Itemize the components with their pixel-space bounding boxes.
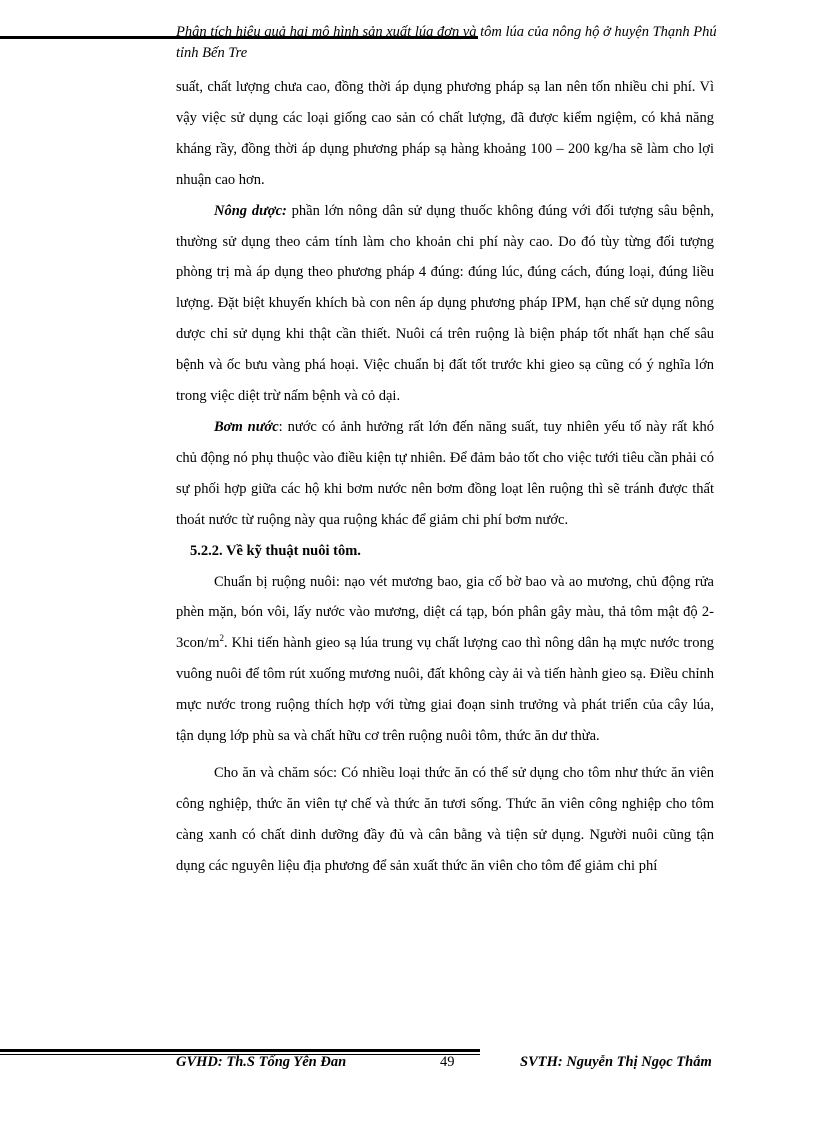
paragraph-pesticide-text: phần lớn nông dân sử dụng thuốc không đúng với đối tượng sâu bệnh, thường sử dụng theo cảm tính làm cho khoản chi phí này cao. Do đó tùy từng đối tượng phòng trị mà áp dụng theo phương pháp 4 đúng: đúng lúc, đúng cách, đúng loại, đúng liều lượng. Đặt biệt khuyến khích bà con nên áp dụng phương pháp IPM, hạn chế sử dụng nông dược chỉ sử dụng khi thật cần thiết. Nuôi cá trên ruộng là biện pháp tốt nhất hạn chế sâu bệnh và ốc bưu vàng phá hoại. Việc chuẩn bị đất tốt trước khi gieo sạ cũng có ý nghĩa lớn trong việc diệt trừ nấm bệnh và cỏ dại.	[176, 202, 714, 405]
section-heading: 5.2.2. Về kỹ thuật nuôi tôm.	[190, 542, 361, 559]
term-water-pumping: Bơm nước	[214, 418, 279, 435]
page-number: 49	[440, 1054, 455, 1070]
paragraph-seed-cost: suất, chất lượng chưa cao, đồng thời áp dụng phương pháp sạ lan nên tốn nhiều chi phí. Vì vậy việc sử dụng các loại giống cao sản có chất lượng, đã được kiểm ngiệm, có khả năng kháng rầy, đồng thời áp dụng phương pháp sạ hàng khoảng 100 – 200 kg/ha sẽ làm cho lợi nhuận cao hơn.	[176, 79, 714, 188]
paragraph-water-pumping	[176, 412, 714, 536]
paragraph-pond-preparation-text-b: . Khi tiến hành gieo sạ lúa trung vụ chất lượng cao thì nông dân hạ mực nước trong vuông nuôi để tôm rút xuống mương nuôi, đất không cày ải và tiến hành gieo sạ. Điều chỉnh mực nước trong ruộng thích hợp với từng giai đoạn sinh trưởng và phát triển của cây lúa, tận dụng lớp phù sa và chất hữu cơ trên ruộng nuôi tôm, thức ăn dư thừa.	[176, 635, 714, 745]
header-title: Phân tích hiệu quả hai mô hình sản xuất lúa đơn và tôm lúa của nông hộ ở huyện Thạnh Phú tỉnh Bến Tre	[176, 24, 717, 61]
footer-student: SVTH: Nguyễn Thị Ngọc Thắm	[520, 1054, 712, 1070]
paragraph-water-pumping-text: : nước có ảnh hưởng rất lớn đến năng suất, tuy nhiên yếu tố này rất khó chủ động nó phụ thuộc vào điều kiện tự nhiên. Để đảm bảo tốt cho việc tưới tiêu cần phải có sự phối hợp giữa các hộ khi bơm nước nên bơm đồng loạt lên ruộng thì sẽ tránh được thất thoát nước từ ruộng này qua ruộng khác để giảm chi phí bơm nước.	[176, 418, 714, 528]
footer-rule	[0, 1049, 480, 1052]
term-pesticide: Nông dược:	[214, 202, 287, 219]
paragraph-feeding: Cho ăn và chăm sóc: Có nhiều loại thức ăn có thể sử dụng cho tôm như thức ăn viên công nghiệp, thức ăn viên tự chế và thức ăn tươi sống. Thức ăn viên công nghiệp cho tôm càng xanh có chất dinh dưỡng đầy đủ và cân bằng và tiện sử dụng. Người nuôi cũng tận dụng các nguyên liệu địa phương để sản xuất thức ăn viên cho tôm để giảm chi phí	[176, 764, 714, 874]
paragraph-pond-preparation-text-a: Chuẩn bị ruộng nuôi: nạo vét mương bao, gia cố bờ bao và ao mương, chủ động rửa phèn mặn, bón vôi, lấy nước vào mương, diệt cá tạp, bón phân gây màu, thả tôm mật độ 2-3con/m	[176, 573, 714, 652]
footer-advisor: GVHD: Th.S Tống Yên Đan	[176, 1054, 347, 1070]
superscript-exponent: 2	[219, 633, 224, 644]
page-body	[176, 72, 714, 882]
paragraph-pesticide	[176, 196, 714, 412]
paragraph-pond-preparation	[176, 567, 714, 752]
